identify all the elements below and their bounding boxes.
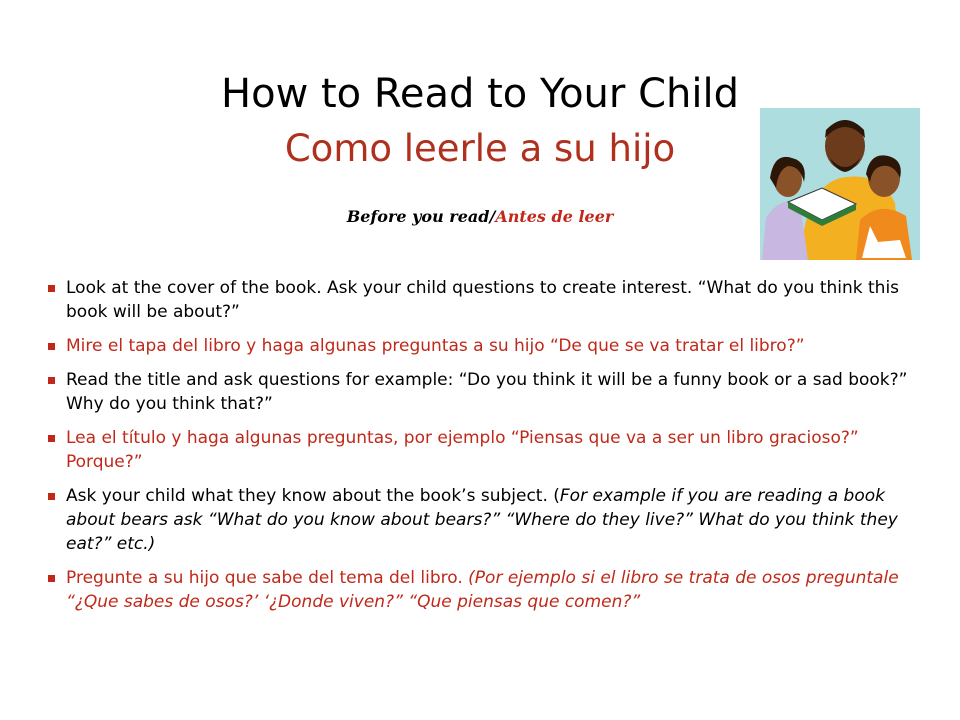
list-item-text: Look at the cover of the book. Ask your child questions to create interest. “What do you think this book will be about?”: [66, 278, 900, 322]
square-bullet-icon: [48, 493, 55, 500]
list-item-italic-text: (Por ejemplo si el libro se trata de osos preguntale “¿Que sabes de osos?’ ‘¿Donde viven?” “Que piensas que comen?”: [66, 568, 899, 612]
list-item: [48, 276, 928, 324]
list-item: [48, 566, 928, 614]
list-item-italic-text: For example if you are reading a book about bears ask “What do you know about bears?” “Where do they live?” What do you think they eat?” etc.): [66, 486, 898, 554]
slide-title-english: How to Read to Your Child: [221, 71, 739, 117]
square-bullet-icon: [48, 343, 55, 350]
list-item-text: Read the title and ask questions for example: “Do you think it will be a funny book or a sad book?” Why do you think that?”: [66, 370, 908, 414]
bullet-list: [48, 276, 928, 624]
list-item: [48, 334, 928, 358]
list-item: [48, 368, 928, 416]
slide-title-spanish: Como leerle a su hijo: [284, 127, 676, 170]
list-item: [48, 426, 928, 474]
list-item-text: Ask your child what they know about the book’s subject. (: [66, 486, 560, 506]
reading-illustration-icon: [760, 108, 920, 260]
parent-reading-to-children-illustration: [760, 108, 920, 260]
square-bullet-icon: [48, 285, 55, 292]
square-bullet-icon: [48, 575, 55, 582]
square-bullet-icon: [48, 377, 55, 384]
list-item-text: Mire el tapa del libro y haga algunas preguntas a su hijo “De que se va tratar el libro?”: [66, 336, 805, 356]
subtitle-spanish: Antes de leer: [495, 207, 614, 226]
list-item-text: Pregunte a su hijo que sabe del tema del libro.: [66, 568, 469, 588]
list-item-text: Lea el título y haga algunas preguntas, por ejemplo “Piensas que va a ser un libro gracioso?” Porque?”: [66, 428, 859, 472]
list-item: [48, 484, 928, 556]
subtitle-english: Before you read/: [346, 207, 496, 226]
square-bullet-icon: [48, 435, 55, 442]
